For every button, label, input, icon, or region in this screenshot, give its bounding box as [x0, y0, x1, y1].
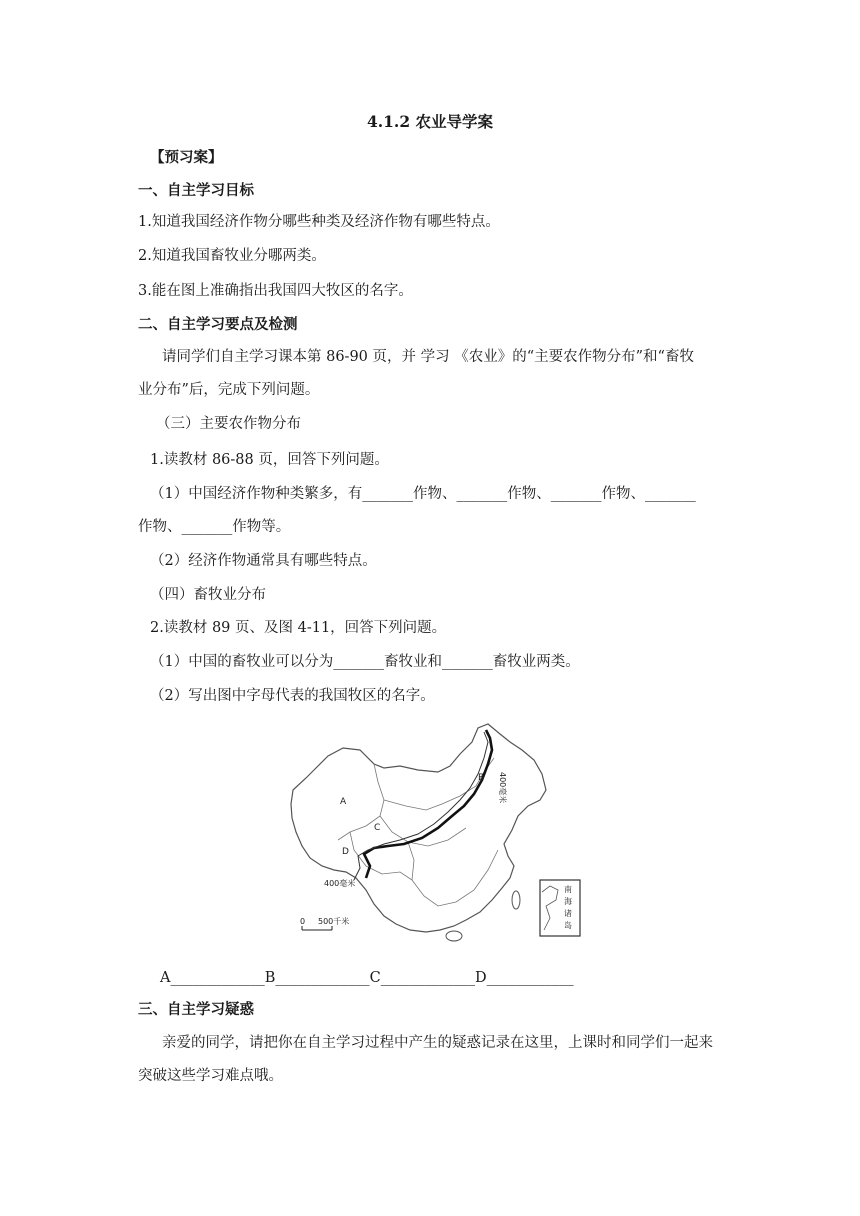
question-2-2: （2）写出图中字母代表的我国牧区的名字。 — [150, 688, 435, 704]
heading-key-points: 二、自主学习要点及检测 — [138, 316, 298, 333]
south-china-sea-inset — [540, 880, 580, 936]
section-preview-heading: 【预习案】 — [150, 149, 223, 166]
page-title: 4.1.2 农业导学案 — [366, 112, 494, 131]
china-pastoral-map — [288, 720, 588, 945]
isohyet-label-top: 400毫米 — [498, 772, 507, 804]
taiwan-island — [512, 891, 520, 909]
map-label-d: D — [342, 847, 349, 857]
hainan-island — [446, 931, 462, 941]
question-1-2: （2）经济作物通常具有哪些特点。 — [150, 553, 377, 569]
heading-learning-goals: 一、自主学习目标 — [138, 182, 254, 199]
scale-text: 500千米 — [318, 917, 350, 926]
subheading-crops: （三）主要农作物分布 — [156, 416, 301, 432]
boundary-4 — [408, 842, 498, 906]
question-2-1: （1）中国的畜牧业可以分为_______畜牧业和_______畜牧业两类。 — [150, 654, 580, 670]
question-1-1-line-2: 作物、_______作物等。 — [138, 519, 291, 535]
answer-line: A_____________B_____________C_____________D____________ — [160, 970, 574, 986]
doubt-line-2: 突破这些学习难点哦。 — [138, 1068, 283, 1084]
inset-char-4: 岛 — [564, 921, 572, 930]
map-label-c: C — [374, 823, 381, 833]
scale-zero: 0 — [300, 917, 306, 926]
inset-char-1: 南 — [564, 885, 572, 894]
goal-3: 3.能在图上准确指出我国四大牧区的名字。 — [138, 283, 413, 299]
question-2: 2.读教材 89 页、及图 4-11，回答下列问题。 — [150, 620, 447, 636]
inset-coast — [542, 886, 558, 930]
inset-char-3: 诸 — [564, 909, 572, 918]
isohyet-label-bottom: 400毫米 — [324, 879, 356, 888]
doubt-line-1: 亲爱的同学，请把你在自主学习过程中产生的疑惑记录在这里，上课时和同学们一起来 — [162, 1035, 713, 1051]
question-1: 1.读教材 86-88 页，回答下列问题。 — [150, 452, 389, 468]
inset-char-2: 海 — [564, 897, 572, 906]
goal-2: 2.知道我国畜牧业分哪两类。 — [138, 248, 326, 264]
intro-line-1: 请同学们自主学习课本第 86-90 页，并 学习 《农业》的“主要农作物分布”和“畜牧 — [162, 349, 694, 365]
goal-1: 1.知道我国经济作物分哪些种类及经济作物有哪些特点。 — [138, 214, 500, 230]
intro-line-2: 业分布”后，完成下列问题。 — [138, 382, 320, 398]
map-label-b: B — [478, 773, 485, 783]
isohyet-400mm-line — [354, 732, 488, 880]
question-1-1-line-1: （1）中国经济作物种类繁多，有_______作物、_______作物、_______作物、_______ — [150, 486, 696, 502]
subheading-livestock: （四）畜牧业分布 — [150, 587, 266, 603]
heading-doubts: 三、自主学习疑惑 — [138, 1001, 254, 1018]
china-outline — [291, 724, 546, 932]
china-map-svg — [288, 720, 588, 945]
map-label-a: A — [340, 797, 347, 807]
